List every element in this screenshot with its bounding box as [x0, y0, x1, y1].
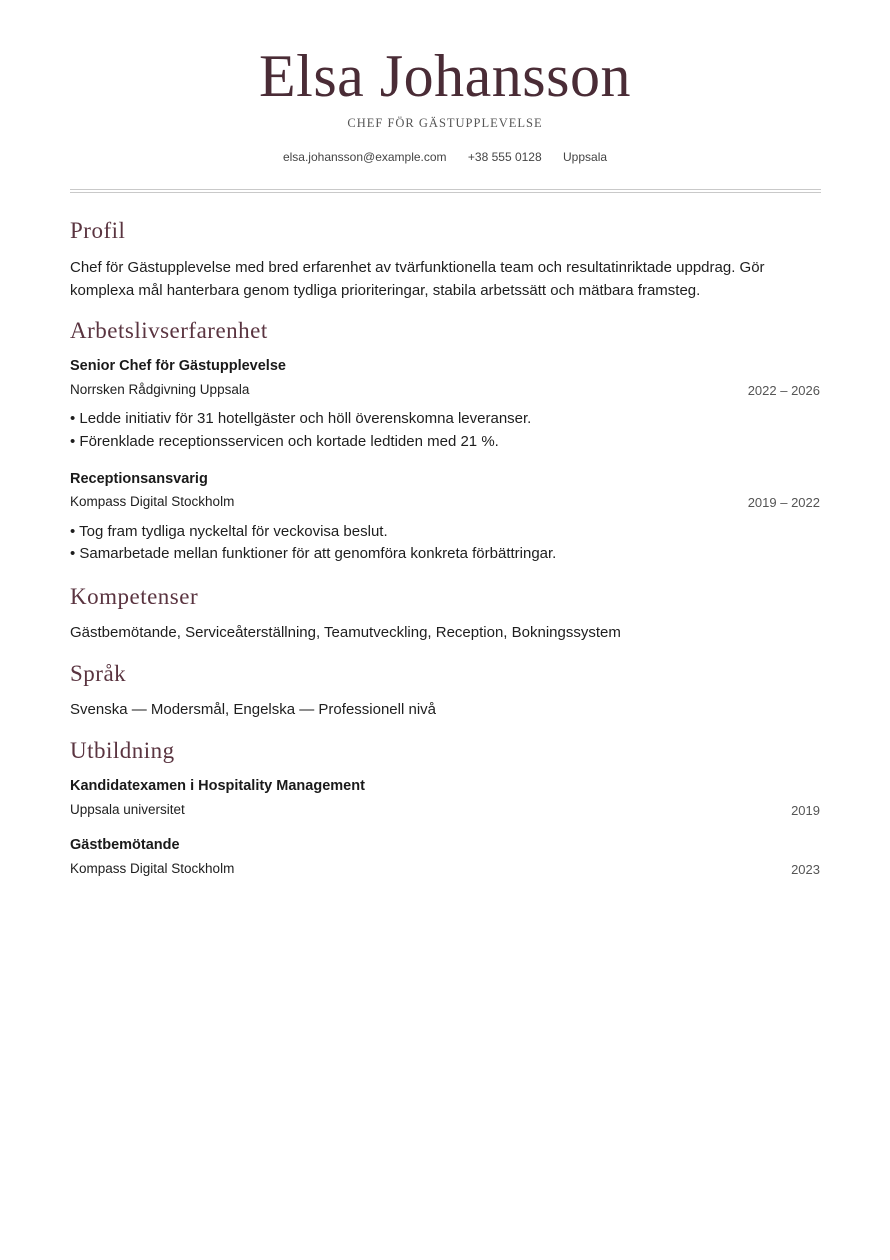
education-title-1: Kandidatexamen i Hospitality Management — [70, 778, 365, 794]
section-heading-experience: Arbetslivserfarenhet — [70, 318, 268, 343]
header-divider-bottom — [70, 192, 821, 193]
job-title: CHEF FÖR GÄSTUPPLEVELSE — [347, 116, 543, 130]
contact-email: elsa.johansson@example.com — [282, 150, 447, 164]
job-title-1: Senior Chef för Gästupplevelse — [70, 358, 286, 374]
languages-text: Svenska — Modersmål, Engelska — Professionell nivå — [70, 701, 436, 718]
job-dates-1: 2022 – 2026 — [747, 383, 820, 398]
skills-text: Gästbemötande, Serviceåterställning, Teamutveckling, Reception, Bokningssystem — [70, 624, 621, 641]
job-title-2: Receptionsansvarig — [70, 471, 208, 487]
education-org-1: Uppsala universitet — [70, 802, 185, 817]
job-dates-2: 2019 – 2022 — [747, 495, 820, 510]
candidate-name: Elsa Johansson — [259, 43, 631, 109]
section-heading-education: Utbildning — [70, 738, 175, 763]
education-org-2: Kompass Digital Stockholm — [70, 861, 235, 876]
job-1-bullet-2: • Förenklade receptionsservicen och kortade ledtiden med 21 %. — [70, 433, 499, 450]
contact-city: Uppsala — [563, 150, 608, 164]
section-heading-skills: Kompetenser — [70, 584, 199, 609]
profile-line-1: Chef för Gästupplevelse med bred erfarenhet av tvärfunktionella team och resultatinriktade uppdrag. Gör — [70, 259, 765, 276]
profile-line-2: komplexa mål hanterbara genom tydliga prioriteringar, stabila arbetssätt och mätbara framsteg. — [70, 282, 701, 299]
contact-phone: +38 555 0128 — [467, 150, 542, 164]
contact-line — [0, 150, 890, 164]
job-org-2: Kompass Digital Stockholm — [70, 494, 235, 509]
section-heading-languages: Språk — [70, 661, 127, 686]
job-2-bullet-2: • Samarbetade mellan funktioner för att genomföra konkreta förbättringar. — [70, 545, 557, 562]
section-heading-profile: Profil — [70, 218, 126, 243]
education-year-1: 2019 — [791, 803, 820, 818]
job-2-bullet-1: • Tog fram tydliga nyckeltal för veckovisa beslut. — [70, 523, 388, 540]
job-1-bullet-1: • Ledde initiativ för 31 hotellgäster och höll överenskomna leveranser. — [70, 410, 532, 427]
education-year-2: 2023 — [791, 862, 820, 877]
job-org-1: Norrsken Rådgivning Uppsala — [70, 382, 250, 397]
education-title-2: Gästbemötande — [70, 837, 180, 853]
header-divider-top — [70, 189, 821, 190]
